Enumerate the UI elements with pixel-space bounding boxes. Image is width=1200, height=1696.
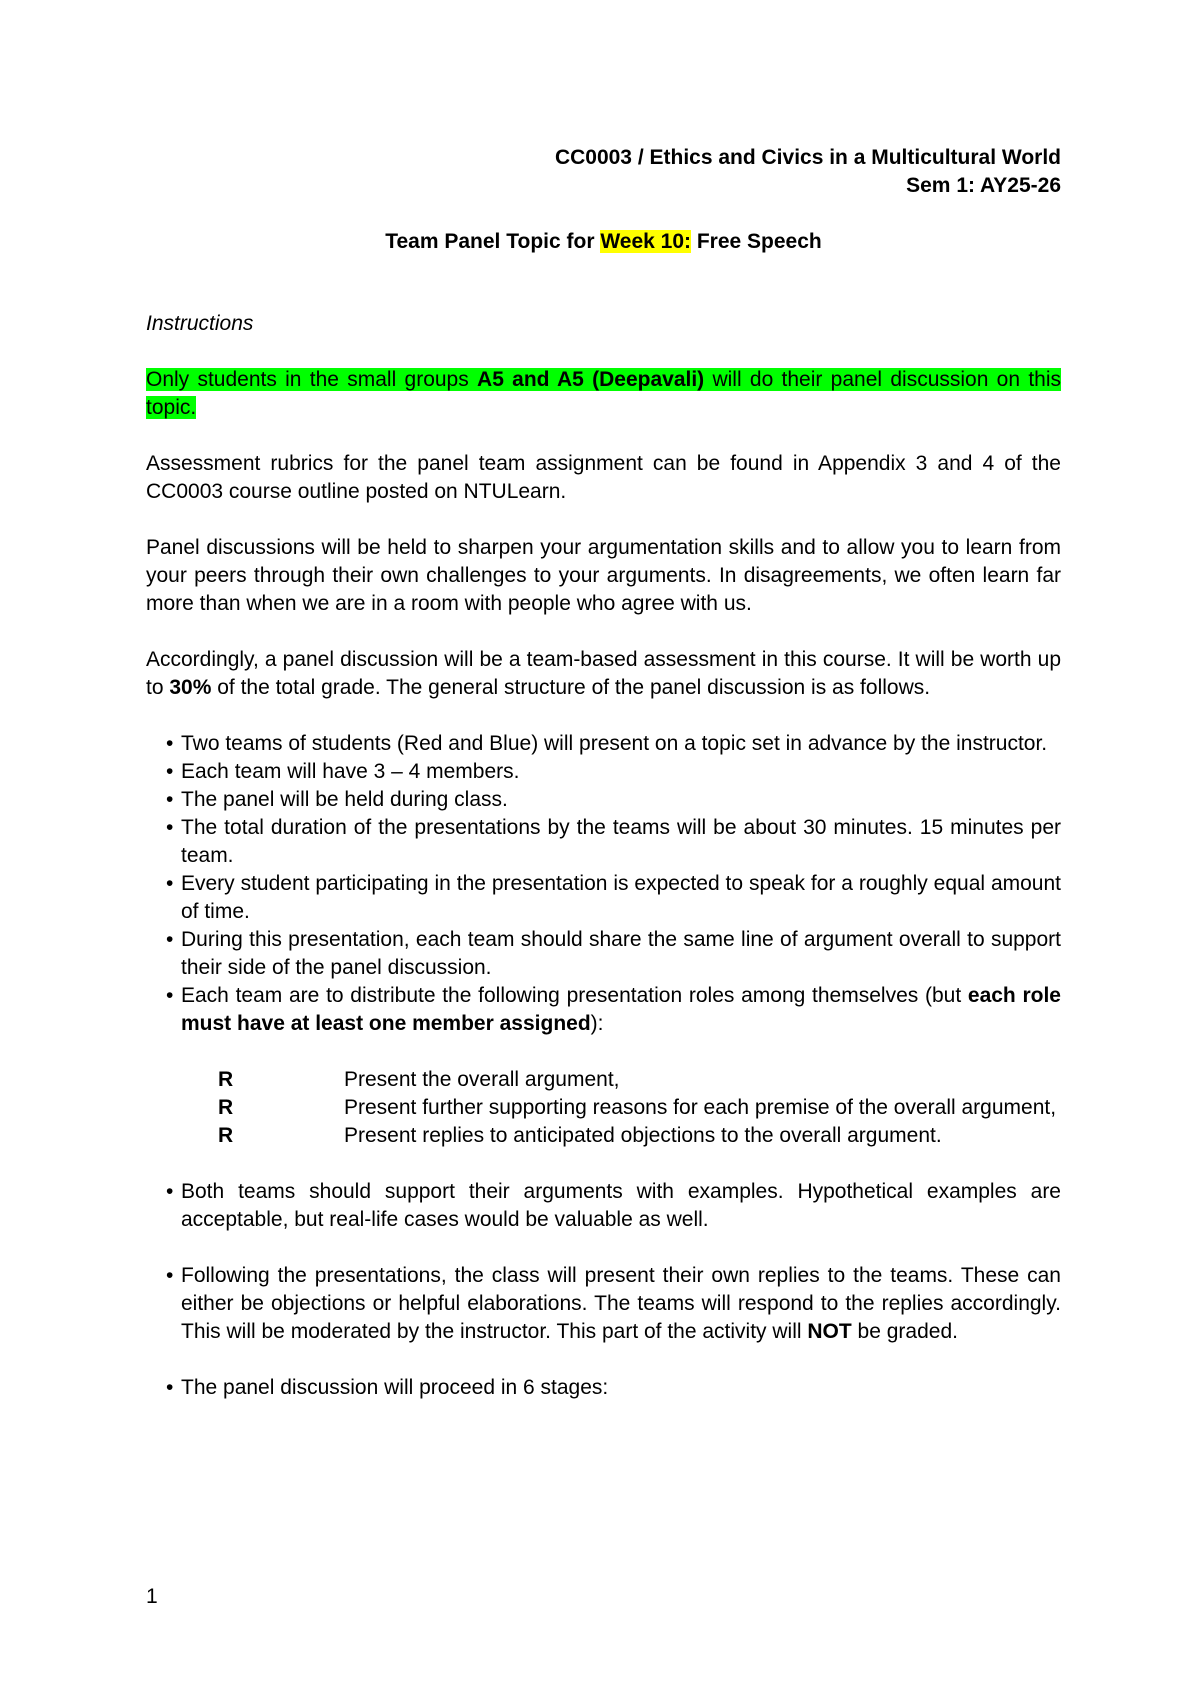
list-item-text: During this presentation, each team should share the same line of argument overall to support their side of the panel discussion. [181, 928, 1061, 979]
list-item [146, 730, 1061, 758]
notice-text-a: Only students in the small groups [146, 368, 478, 391]
bullet-icon: • [166, 1264, 174, 1287]
list-item [146, 982, 1061, 1038]
rubrics-paragraph: Assessment rubrics for the panel team assignment can be found in Appendix 3 and 4 of the CC0003 course outline posted on NTULearn. [146, 452, 1061, 503]
roles-text-bold: each role must have at least one member assigned [181, 984, 1061, 1035]
assessment-text-b: of the total grade. The general structure of the panel discussion is as follows. [211, 676, 931, 699]
list-item [146, 1374, 1061, 1402]
list-item [146, 814, 1061, 870]
followup-list [146, 1178, 1061, 1234]
list-item-text: Every student participating in the presentation is expected to speak for a roughly equal amount of time. [181, 872, 1061, 923]
list-item-text: Both teams should support their arguments with examples. Hypothetical examples are acceptable, but real-life cases would be valuable as well. [181, 1180, 1061, 1231]
followup-list [146, 1262, 1061, 1346]
following-text-bold: NOT [807, 1320, 852, 1343]
following-text-b: be graded. [851, 1320, 958, 1343]
list-item [146, 1262, 1061, 1346]
following-text-a: Following the presentations, the class will present their own replies to the teams. These can either be objections or helpful elaborations. The teams will respond to the replies accordingly. This will be moderated by the instructor. This part of the activity will [181, 1264, 1061, 1343]
bullet-icon: • [166, 760, 174, 783]
assessment-text-a: Accordingly, a panel discussion will be a team-based assessment in this course. It will be worth up to [146, 648, 1061, 699]
role-item [218, 1066, 1061, 1094]
group-notice [146, 366, 1061, 422]
title-prefix: Team Panel Topic for [385, 230, 601, 253]
list-item [146, 758, 1061, 786]
followup-list [146, 1374, 1061, 1402]
page-number: 1 [146, 1585, 158, 1608]
bullet-icon: • [166, 816, 174, 839]
list-item [146, 870, 1061, 926]
bullet-icon: • [166, 928, 174, 951]
role-item [218, 1122, 1061, 1150]
title-suffix: Free Speech [691, 230, 822, 253]
list-item-text: Two teams of students (Red and Blue) will present on a topic set in advance by the instructor. [181, 732, 1048, 755]
page-title [146, 228, 1061, 256]
role-marker: R [218, 1124, 234, 1147]
panel-paragraph: Panel discussions will be held to sharpen your argumentation skills and to allow you to learn from your peers through their own challenges to your arguments. In disagreements, we often learn far more than when we are in a room with people who agree with us. [146, 536, 1061, 615]
list-item [146, 786, 1061, 814]
roles-list [218, 1066, 1061, 1150]
role-marker: R [218, 1068, 234, 1091]
list-item-text: The panel will be held during class. [181, 788, 508, 811]
list-item [146, 926, 1061, 982]
assessment-paragraph [146, 646, 1061, 702]
bullet-icon: • [166, 788, 174, 811]
list-item-text: The total duration of the presentations by the teams will be about 30 minutes. 15 minutes per team. [181, 816, 1061, 867]
bullet-icon: • [166, 732, 174, 755]
role-item [218, 1094, 1061, 1122]
bullet-icon: • [166, 872, 174, 895]
bullet-icon: • [166, 1180, 174, 1203]
assessment-percent: 30% [169, 676, 212, 699]
semester-label: Sem 1: AY25-26 [906, 174, 1061, 197]
role-text: Present the overall argument, [344, 1068, 620, 1091]
roles-text-a: Each team are to distribute the following presentation roles among themselves (but [181, 984, 968, 1007]
bullet-icon: • [166, 984, 174, 1007]
list-item [146, 1178, 1061, 1234]
instructions-heading: Instructions [146, 312, 254, 335]
role-text: Present replies to anticipated objections to the overall argument. [344, 1124, 942, 1147]
list-item-text: Each team will have 3 – 4 members. [181, 760, 520, 783]
list-item-text: The panel discussion will proceed in 6 stages: [181, 1376, 609, 1399]
role-text: Present further supporting reasons for each premise of the overall argument, [344, 1096, 1057, 1119]
role-marker: R [218, 1096, 234, 1119]
notice-text-b: will do their panel discussion on this topic. [146, 368, 1061, 419]
title-week-highlight: Week 10: [600, 230, 692, 253]
course-title: CC0003 / Ethics and Civics in a Multicultural World [554, 146, 1061, 169]
page-content [146, 144, 1061, 1402]
notice-groups: A5 and A5 (Deepavali) [477, 368, 705, 391]
bullet-icon: • [166, 1376, 174, 1399]
roles-text-b: ): [590, 1012, 604, 1035]
structure-list [146, 730, 1061, 1038]
